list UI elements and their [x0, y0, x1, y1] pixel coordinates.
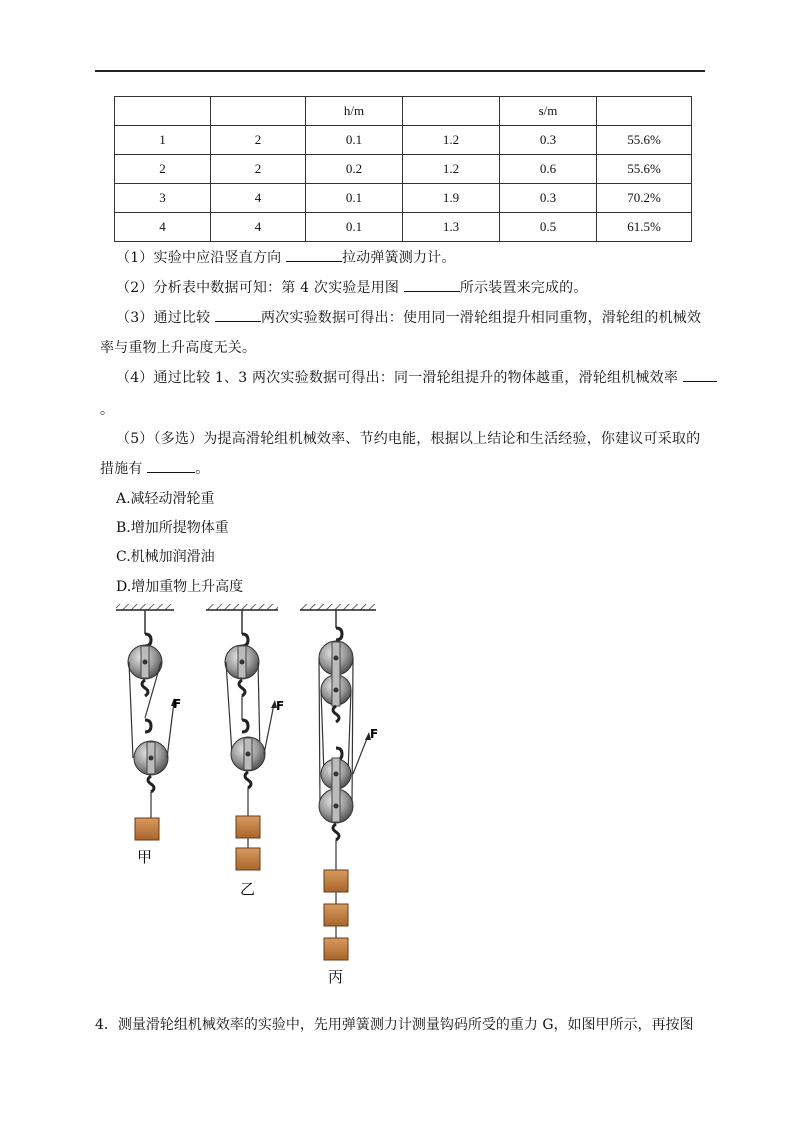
table-header-cell: [403, 97, 500, 126]
table-cell: 0.2: [306, 155, 403, 184]
table-cell: 61.5%: [597, 213, 692, 242]
question-3: [116, 307, 701, 327]
data-table: [114, 96, 692, 242]
answer-blank-1[interactable]: [286, 247, 342, 262]
table-cell: 55.6%: [597, 126, 692, 155]
option-a: A.减轻动滑轮重: [116, 491, 215, 507]
question-4: [116, 367, 717, 387]
table-row: [115, 213, 692, 242]
next-question-text: 4．测量滑轮组机械效率的实验中，先用弹簧测力计测量钩码所受的重力 G，如图甲所示，再按图: [95, 1017, 694, 1033]
ceiling-b: [206, 604, 278, 610]
pulley-setup-c: [300, 604, 379, 960]
caption-c: 丙: [328, 968, 344, 986]
table-cell: 0.1: [306, 213, 403, 242]
question-1-text-b: 拉动弹簧测力计。: [341, 250, 456, 266]
question-3-continued: 率与重物上升高度无关。: [100, 340, 257, 356]
table-cell: 1.2: [403, 126, 500, 155]
question-1-text-a: （1）实验中应沿竖直方向: [116, 250, 286, 266]
question-5-continued: [100, 458, 209, 478]
table-cell: 2: [211, 155, 306, 184]
weight-block: [324, 938, 348, 960]
table-cell: 1.2: [403, 155, 500, 184]
table-header-row: [115, 97, 692, 126]
option-b: B.增加所提物体重: [116, 520, 229, 536]
question-5-text-b: 措施有: [100, 461, 148, 477]
question-3-text-a: （3）通过比较: [116, 310, 215, 326]
caption-b: 乙: [240, 880, 256, 898]
table-cell: 4: [115, 213, 211, 242]
table-cell: 0.1: [306, 184, 403, 213]
table-cell: 0.1: [306, 126, 403, 155]
question-4-end: 。: [100, 402, 115, 418]
question-2: [116, 277, 588, 297]
table-cell: 2: [115, 155, 211, 184]
table-row: [115, 155, 692, 184]
ceiling-a: [116, 604, 174, 610]
force-label-b: F: [276, 699, 285, 713]
weight-block: [135, 818, 159, 840]
table-header-cell: [211, 97, 306, 126]
table-cell: 1.9: [403, 184, 500, 213]
table-cell: 55.6%: [597, 155, 692, 184]
answer-blank-3[interactable]: [215, 307, 261, 322]
question-4-text-a: （4）通过比较 1、3 两次实验数据可得出：同一滑轮组提升的物体越重，滑轮组机械效率: [116, 370, 683, 386]
table-cell: 1.3: [403, 213, 500, 242]
table-header-cell: h/m: [306, 97, 403, 126]
question-2-text-b: 所示装置来完成的。: [459, 280, 588, 296]
table-header-cell: [115, 97, 211, 126]
table-cell: 4: [211, 184, 306, 213]
top-rule: [95, 70, 705, 72]
force-label-a: F: [173, 697, 182, 711]
table-cell: 0.5: [500, 213, 597, 242]
table-cell: 3: [115, 184, 211, 213]
table-cell: 4: [211, 213, 306, 242]
table-header-cell: s/m: [500, 97, 597, 126]
question-2-text-a: （2）分析表中数据可知：第 4 次实验是用图: [116, 280, 404, 296]
question-5: （5）（多选）为提高滑轮组机械效率、节约电能，根据以上结论和生活经验，你建议可采取的: [116, 431, 701, 447]
table-cell: 0.3: [500, 184, 597, 213]
weight-block: [236, 848, 260, 870]
question-5-text-c: 。: [195, 461, 210, 477]
answer-blank-4[interactable]: [683, 367, 717, 382]
weight-block: [324, 870, 348, 892]
table-row: [115, 126, 692, 155]
caption-a: 甲: [137, 848, 153, 866]
table-cell: 0.6: [500, 155, 597, 184]
table-cell: 1: [115, 126, 211, 155]
table-cell: 0.3: [500, 126, 597, 155]
weight-block: [236, 816, 260, 838]
weight-block: [324, 904, 348, 926]
force-label-c: F: [370, 727, 379, 741]
answer-blank-5[interactable]: [147, 458, 195, 473]
table-cell: 70.2%: [597, 184, 692, 213]
pulley-setup-a: [116, 604, 177, 840]
table-row: [115, 184, 692, 213]
question-1: [116, 247, 456, 267]
option-d: D.增加重物上升高度: [116, 579, 244, 595]
pulley-figure: [100, 598, 400, 990]
table-header-cell: [597, 97, 692, 126]
ceiling-c: [300, 604, 376, 610]
answer-blank-2[interactable]: [404, 277, 460, 292]
question-3-text-b: 两次实验数据可得出：使用同一滑轮组提升相同重物，滑轮组的机械效: [260, 310, 702, 326]
option-c: C.机械加润滑油: [116, 549, 215, 565]
pulley-setup-b: [206, 604, 278, 870]
table-cell: 2: [211, 126, 306, 155]
